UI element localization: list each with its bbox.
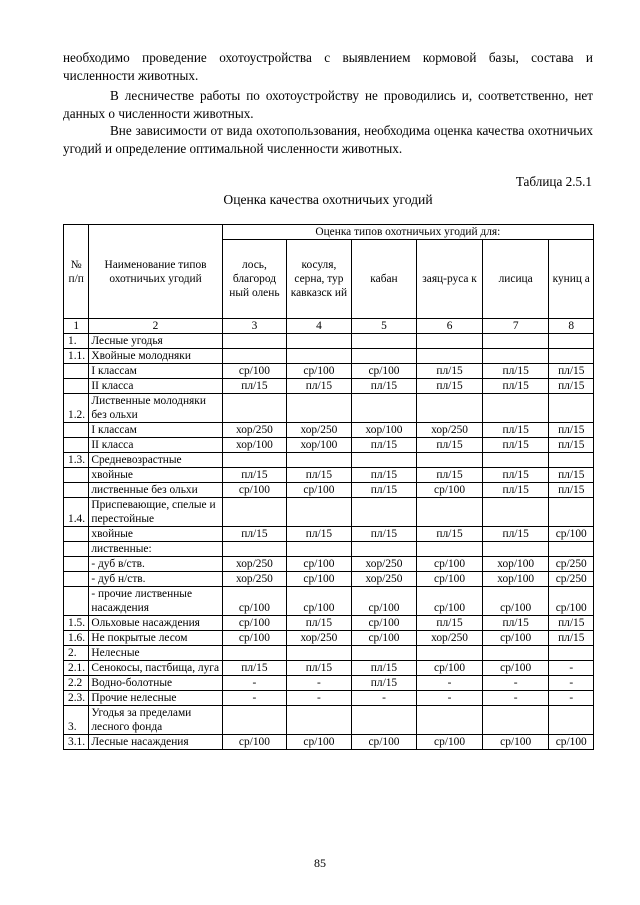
rating-cell: пл/15 xyxy=(417,616,483,631)
rating-cell: пл/15 xyxy=(417,527,483,542)
rating-cell xyxy=(222,646,287,661)
rating-cell xyxy=(222,542,287,557)
rating-cell xyxy=(549,349,594,364)
header-name: Наименование типов охотничьих угодий xyxy=(89,225,222,319)
row-name: Ольховые насаждения xyxy=(89,616,222,631)
table-row xyxy=(64,587,594,616)
row-number: 3. xyxy=(64,706,89,735)
rating-cell: ср/100 xyxy=(417,735,483,750)
row-name: Средневозрастные xyxy=(89,453,222,468)
rating-cell: ср/100 xyxy=(222,483,287,498)
row-number xyxy=(64,587,89,616)
rating-cell: ср/100 xyxy=(287,483,352,498)
rating-cell: пл/15 xyxy=(549,423,594,438)
rating-cell: пл/15 xyxy=(287,661,352,676)
header-animal: куниц а xyxy=(549,240,594,319)
rating-cell xyxy=(222,453,287,468)
rating-cell xyxy=(549,542,594,557)
rating-cell: пл/15 xyxy=(549,364,594,379)
table-row xyxy=(64,735,594,750)
row-name: лиственные без ольхи xyxy=(89,483,222,498)
rating-cell: хор/250 xyxy=(222,557,287,572)
table-label: Таблица 2.5.1 xyxy=(515,174,592,189)
row-number: 3.1. xyxy=(64,735,89,750)
row-name: - прочие лиственные насаждения xyxy=(89,587,222,616)
rating-cell xyxy=(417,706,483,735)
rating-cell xyxy=(417,334,483,349)
rating-cell xyxy=(222,334,287,349)
rating-cell: - xyxy=(549,661,594,676)
table-row xyxy=(64,453,594,468)
header-index: 4 xyxy=(287,319,352,334)
rating-cell xyxy=(351,498,417,527)
header-animal: кабан xyxy=(351,240,417,319)
rating-cell: ср/250 xyxy=(549,572,594,587)
rating-cell: пл/15 xyxy=(549,616,594,631)
rating-cell: пл/15 xyxy=(417,364,483,379)
rating-cell: пл/15 xyxy=(222,527,287,542)
rating-cell: пл/15 xyxy=(351,438,417,453)
rating-cell xyxy=(417,394,483,423)
row-name: Лесные насаждения xyxy=(89,735,222,750)
table-row xyxy=(64,646,594,661)
header-index: 6 xyxy=(417,319,483,334)
rating-cell: пл/15 xyxy=(549,468,594,483)
rating-cell xyxy=(222,349,287,364)
rating-cell: - xyxy=(482,676,549,691)
rating-cell xyxy=(287,498,352,527)
row-number: 2.1. xyxy=(64,661,89,676)
rating-cell: пл/15 xyxy=(351,483,417,498)
rating-cell: пл/15 xyxy=(482,364,549,379)
table-body xyxy=(64,334,594,750)
rating-cell xyxy=(549,706,594,735)
rating-cell: хор/250 xyxy=(351,557,417,572)
table-row xyxy=(64,438,594,453)
rating-cell: пл/15 xyxy=(222,379,287,394)
header-index: 8 xyxy=(549,319,594,334)
rating-cell xyxy=(549,646,594,661)
row-number: 1.2. xyxy=(64,394,89,423)
table-row xyxy=(64,498,594,527)
rating-cell: пл/15 xyxy=(482,527,549,542)
table-row xyxy=(64,542,594,557)
rating-cell xyxy=(351,394,417,423)
rating-cell xyxy=(549,394,594,423)
table-row xyxy=(64,394,594,423)
rating-cell: пл/15 xyxy=(351,468,417,483)
rating-cell: ср/100 xyxy=(549,527,594,542)
row-name: Лиственные молодняки без ольхи xyxy=(89,394,222,423)
row-number: 2.2 xyxy=(64,676,89,691)
table-row xyxy=(64,364,594,379)
rating-cell: ср/250 xyxy=(549,557,594,572)
rating-cell: пл/15 xyxy=(482,379,549,394)
rating-cell: ср/100 xyxy=(417,483,483,498)
rating-cell: ср/100 xyxy=(287,364,352,379)
rating-cell: ср/100 xyxy=(351,735,417,750)
rating-cell xyxy=(417,349,483,364)
rating-cell: пл/15 xyxy=(222,468,287,483)
row-number: 1.5. xyxy=(64,616,89,631)
rating-cell: пл/15 xyxy=(351,676,417,691)
rating-cell xyxy=(222,394,287,423)
rating-cell: ср/100 xyxy=(482,735,549,750)
row-number: 1.4. xyxy=(64,498,89,527)
row-name: I классам xyxy=(89,423,222,438)
row-number: 2. xyxy=(64,646,89,661)
row-name: Водно-болотные xyxy=(89,676,222,691)
rating-cell xyxy=(287,349,352,364)
row-name: - дуб н/ств. xyxy=(89,572,222,587)
header-animal: заяц-руса к xyxy=(417,240,483,319)
table-row xyxy=(64,334,594,349)
rating-cell xyxy=(482,334,549,349)
table-row xyxy=(64,349,594,364)
rating-cell xyxy=(351,646,417,661)
rating-cell: пл/15 xyxy=(417,468,483,483)
row-number: 2.3. xyxy=(64,691,89,706)
row-name: Приспевающие, спелые и перестойные xyxy=(89,498,222,527)
table-row xyxy=(64,468,594,483)
rating-cell: пл/15 xyxy=(417,379,483,394)
rating-cell: ср/100 xyxy=(222,735,287,750)
rating-cell: ср/100 xyxy=(287,587,352,616)
rating-cell: хор/100 xyxy=(482,572,549,587)
paragraph-1: необходимо проведение охотоустройства с выявлением кормовой базы, состава и численности животных. xyxy=(63,50,593,83)
rating-cell: хор/250 xyxy=(222,572,287,587)
rating-cell xyxy=(222,706,287,735)
row-name: Угодья за пределами лесного фонда xyxy=(89,706,222,735)
rating-cell xyxy=(549,453,594,468)
rating-cell xyxy=(287,706,352,735)
row-name: лиственные: xyxy=(89,542,222,557)
rating-cell xyxy=(287,394,352,423)
row-name: Не покрытые лесом xyxy=(89,631,222,646)
rating-cell xyxy=(417,542,483,557)
rating-cell: пл/15 xyxy=(482,423,549,438)
rating-cell: ср/100 xyxy=(417,572,483,587)
rating-cell xyxy=(351,453,417,468)
row-number xyxy=(64,379,89,394)
rating-cell: - xyxy=(287,691,352,706)
rating-cell: пл/15 xyxy=(287,468,352,483)
rating-cell xyxy=(417,453,483,468)
table-row xyxy=(64,379,594,394)
table-title: Оценка качества охотничьих угодий xyxy=(223,192,433,207)
rating-cell: пл/15 xyxy=(482,468,549,483)
rating-cell: ср/100 xyxy=(417,587,483,616)
rating-cell: хор/250 xyxy=(287,631,352,646)
row-name: Прочие нелесные xyxy=(89,691,222,706)
rating-cell xyxy=(482,498,549,527)
header-animal: лисица xyxy=(482,240,549,319)
row-number xyxy=(64,542,89,557)
paragraph-2: В лесничестве работы по охотоустройству не проводились и, соответственно, нет данных о численности животных. xyxy=(63,88,593,121)
rating-cell xyxy=(351,334,417,349)
rating-cell: хор/250 xyxy=(222,423,287,438)
rating-cell: - xyxy=(351,691,417,706)
rating-cell: ср/100 xyxy=(222,364,287,379)
row-name: Сенокосы, пастбища, луга xyxy=(89,661,222,676)
rating-cell: пл/15 xyxy=(482,483,549,498)
rating-cell xyxy=(549,334,594,349)
rating-cell: ср/100 xyxy=(222,616,287,631)
rating-cell: пл/15 xyxy=(549,438,594,453)
rating-cell: ср/100 xyxy=(351,587,417,616)
rating-cell xyxy=(482,542,549,557)
rating-cell: ср/100 xyxy=(222,587,287,616)
rating-cell: пл/15 xyxy=(549,379,594,394)
rating-cell: ср/100 xyxy=(549,587,594,616)
rating-cell xyxy=(287,646,352,661)
rating-cell: пл/15 xyxy=(549,483,594,498)
row-name: хвойные xyxy=(89,527,222,542)
rating-cell: пл/15 xyxy=(482,616,549,631)
quality-table xyxy=(63,224,594,750)
header-group: Оценка типов охотничьих угодий для: xyxy=(222,225,593,240)
rating-cell: - xyxy=(482,691,549,706)
row-number: 1.6. xyxy=(64,631,89,646)
row-number xyxy=(64,572,89,587)
rating-cell: ср/100 xyxy=(287,572,352,587)
rating-cell: - xyxy=(549,691,594,706)
table-row xyxy=(64,527,594,542)
rating-cell xyxy=(482,646,549,661)
rating-cell: ср/100 xyxy=(351,616,417,631)
header-num: № п/п xyxy=(64,225,89,319)
rating-cell xyxy=(482,706,549,735)
rating-cell: ср/100 xyxy=(482,587,549,616)
row-number: 1. xyxy=(64,334,89,349)
table-row xyxy=(64,661,594,676)
rating-cell xyxy=(351,349,417,364)
row-name: Хвойные молодняки xyxy=(89,349,222,364)
rating-cell: хор/250 xyxy=(417,423,483,438)
rating-cell: хор/250 xyxy=(417,631,483,646)
rating-cell: - xyxy=(222,676,287,691)
rating-cell xyxy=(222,498,287,527)
table-row xyxy=(64,616,594,631)
page-number: 85 xyxy=(314,856,326,870)
row-number xyxy=(64,364,89,379)
rating-cell: ср/100 xyxy=(482,631,549,646)
rating-cell: пл/15 xyxy=(351,379,417,394)
row-number xyxy=(64,557,89,572)
rating-cell: пл/15 xyxy=(549,631,594,646)
row-name: Лесные угодья xyxy=(89,334,222,349)
table-row xyxy=(64,676,594,691)
row-number xyxy=(64,483,89,498)
header-index: 3 xyxy=(222,319,287,334)
header-index: 2 xyxy=(89,319,222,334)
row-name: II класса xyxy=(89,438,222,453)
row-number xyxy=(64,468,89,483)
rating-cell: хор/100 xyxy=(482,557,549,572)
row-name: - дуб в/ств. xyxy=(89,557,222,572)
rating-cell: - xyxy=(287,676,352,691)
rating-cell: хор/250 xyxy=(287,423,352,438)
rating-cell: пл/15 xyxy=(351,661,417,676)
rating-cell: ср/100 xyxy=(417,557,483,572)
rating-cell: ср/100 xyxy=(482,661,549,676)
table-row xyxy=(64,691,594,706)
header-index: 7 xyxy=(482,319,549,334)
table-row xyxy=(64,483,594,498)
row-number: 1.3. xyxy=(64,453,89,468)
rating-cell: - xyxy=(417,676,483,691)
table-row xyxy=(64,572,594,587)
rating-cell xyxy=(287,542,352,557)
header-animal: косуля, серна, тур кавказск ий xyxy=(287,240,352,319)
rating-cell xyxy=(417,498,483,527)
rating-cell: - xyxy=(417,691,483,706)
rating-cell xyxy=(482,349,549,364)
rating-cell: пл/15 xyxy=(287,527,352,542)
rating-cell: пл/15 xyxy=(222,661,287,676)
rating-cell: пл/15 xyxy=(482,438,549,453)
header-index: 1 xyxy=(64,319,89,334)
table-row xyxy=(64,631,594,646)
rating-cell: хор/100 xyxy=(351,423,417,438)
table-row xyxy=(64,423,594,438)
rating-cell: - xyxy=(549,676,594,691)
rating-cell: ср/100 xyxy=(287,735,352,750)
rating-cell xyxy=(482,394,549,423)
rating-cell xyxy=(351,542,417,557)
rating-cell: пл/15 xyxy=(287,616,352,631)
rating-cell: ср/100 xyxy=(351,364,417,379)
header-index: 5 xyxy=(351,319,417,334)
rating-cell: ср/100 xyxy=(351,631,417,646)
rating-cell: хор/100 xyxy=(222,438,287,453)
row-number xyxy=(64,438,89,453)
row-name: I классам xyxy=(89,364,222,379)
rating-cell xyxy=(287,453,352,468)
row-name: II класса xyxy=(89,379,222,394)
table-row xyxy=(64,557,594,572)
row-name: Нелесные xyxy=(89,646,222,661)
rating-cell: ср/100 xyxy=(417,661,483,676)
rating-cell xyxy=(549,498,594,527)
rating-cell xyxy=(417,646,483,661)
rating-cell: пл/15 xyxy=(287,379,352,394)
rating-cell: пл/15 xyxy=(351,527,417,542)
header-animal: лось, благород ный олень xyxy=(222,240,287,319)
table-row xyxy=(64,706,594,735)
rating-cell: ср/100 xyxy=(287,557,352,572)
row-number: 1.1. xyxy=(64,349,89,364)
rating-cell: ср/100 xyxy=(222,631,287,646)
rating-cell: ср/100 xyxy=(549,735,594,750)
rating-cell: хор/100 xyxy=(287,438,352,453)
rating-cell: хор/250 xyxy=(351,572,417,587)
row-number xyxy=(64,527,89,542)
paragraph-3: Вне зависимости от вида охотопользования, необходима оценка качества охотничьих угодий и определение оптимальной численности животных. xyxy=(63,123,593,156)
rating-cell xyxy=(482,453,549,468)
rating-cell xyxy=(351,706,417,735)
rating-cell: пл/15 xyxy=(417,438,483,453)
rating-cell xyxy=(287,334,352,349)
row-number xyxy=(64,423,89,438)
row-name: хвойные xyxy=(89,468,222,483)
rating-cell: - xyxy=(222,691,287,706)
